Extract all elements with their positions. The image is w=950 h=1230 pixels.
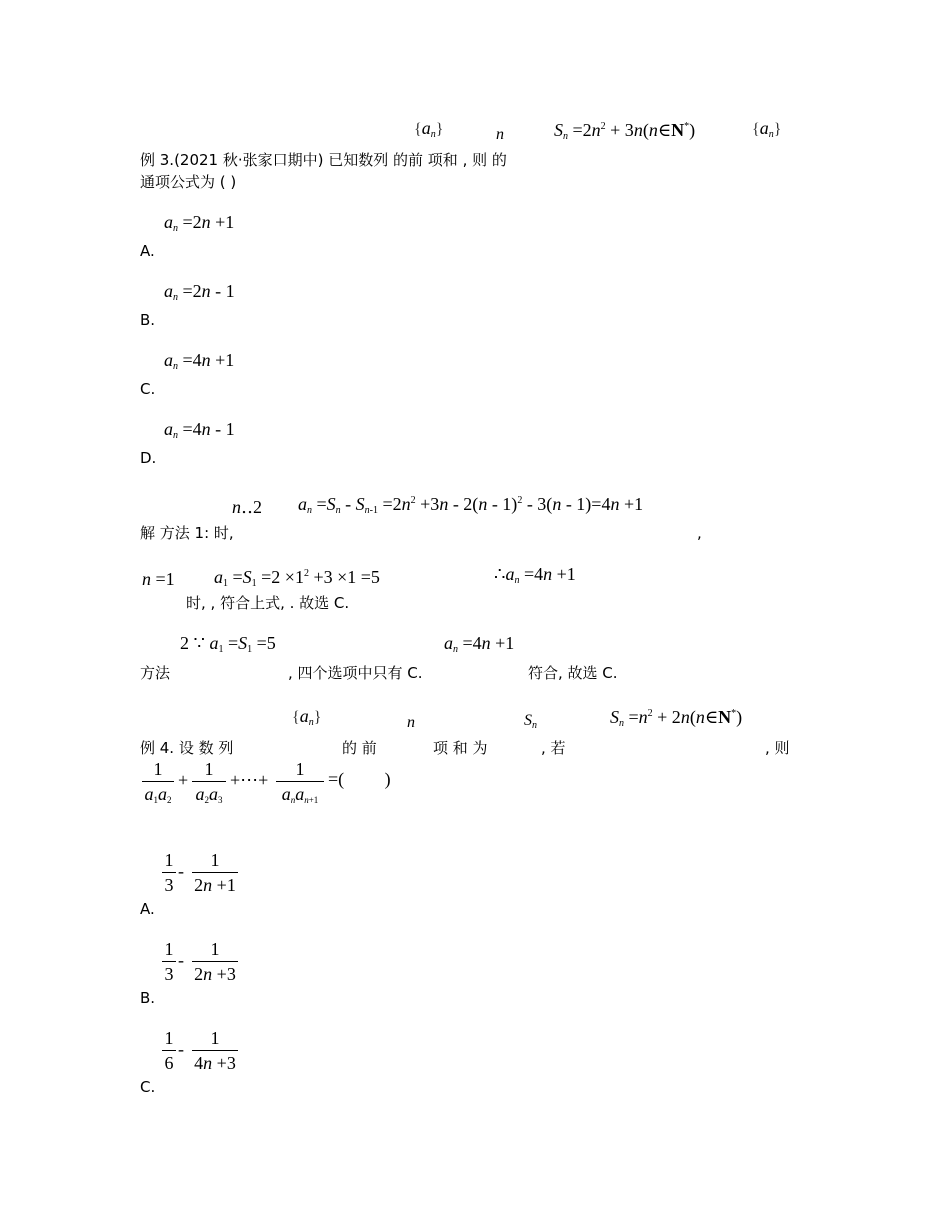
method2-an: $a_n =4n +1$ <box>444 633 515 655</box>
seq-an-symbol: $\{a_n\}$ <box>414 118 444 140</box>
ex4-n-symbol: n <box>407 714 415 731</box>
ex4-option-a-label: A. <box>140 900 155 918</box>
ex4-opt-c-minus: - <box>178 1039 184 1059</box>
plus-sign-1: + <box>178 770 189 790</box>
ex4-option-b-label: B. <box>140 989 156 1007</box>
sum-term-2: $\frac{1}{a_2a_3}$ <box>192 759 226 810</box>
ex4-opt-b-frac1: $\frac{1}{3}$ <box>162 939 176 984</box>
example3-stem: 例 3.(2021 秋·张家口期中) 已知数列 的前 项和 , 则 的 <box>140 151 507 169</box>
equals-paren: =( ) <box>328 769 391 789</box>
ex4-opt-b-minus: - <box>178 950 184 970</box>
example4-stem-b: 的 前 <box>342 739 377 757</box>
ex4-sn-symbol: $S_n$ <box>524 712 537 731</box>
plus-dots-plus: +⋯+ <box>230 770 269 790</box>
n-symbol: n <box>496 126 504 143</box>
sum-term-1: $\frac{1}{a_1a_2}$ <box>142 759 174 810</box>
sum-term-n: 1 $a_na_{n+1}$ <box>276 759 324 810</box>
ex4-seq-an-symbol: $\{a_n\}$ <box>292 706 322 728</box>
seq-an-symbol-2: $\{a_n\}$ <box>752 118 782 140</box>
ex4-opt-a-frac2: $\frac{1}{2n +1}$ <box>192 850 238 895</box>
ex4-opt-b-frac2: $\frac{1}{2n +3}$ <box>192 939 238 984</box>
option-b-formula: $a_n =2n - 1$ <box>164 281 235 303</box>
example4-stem-d: , 若 <box>541 739 566 757</box>
solution-line1-comma: , <box>697 524 702 542</box>
option-d-formula: $a_n =4n - 1$ <box>164 419 235 441</box>
ex4-option-c-label: C. <box>140 1078 156 1096</box>
option-a-formula: $a_n =2n +1$ <box>164 212 235 234</box>
condition-n-ge-2: n‥2 <box>232 497 263 517</box>
solution-line1: 解 方法 1: 时, <box>140 524 234 542</box>
example3-stem-cont: 通项公式为 ( ) <box>140 173 237 191</box>
therefore-an: $\therefore a_n =4n +1$ <box>494 564 576 586</box>
option-c-label: C. <box>140 380 156 398</box>
method2-a1: 2 ∵ $a_1 =S_1 =5$ <box>180 633 276 655</box>
ex4-opt-c-frac2: $\frac{1}{4n +3}$ <box>192 1028 238 1073</box>
option-b-label: B. <box>140 311 156 329</box>
option-c-formula: $a_n =4n +1$ <box>164 350 235 372</box>
example4-stem-a: 例 4. 设 数 列 <box>140 739 234 757</box>
solution-line3-a: 方法 <box>140 664 171 682</box>
ex4-sn-formula: $S_n =n^2$ + 2n(n∈N*) <box>610 707 743 729</box>
option-d-label: D. <box>140 449 157 467</box>
ex4-opt-a-minus: - <box>178 861 184 881</box>
an-derivation: $a_n =S_n - S_{n-1} =2n^2 +3n - 2(n - 1)^2 - 3(n - 1)=4n +1$ <box>298 494 644 516</box>
solution-line3-c: 符合, 故选 C. <box>528 664 618 682</box>
example4-stem-c: 项 和 为 <box>433 739 488 757</box>
a1-calc: $a_1 =S_1 =2 \times 1^2 +3 \times 1 =5$ <box>214 567 380 589</box>
solution-line3-b: , 四个选项中只有 C. <box>288 664 423 682</box>
option-a-label: A. <box>140 242 155 260</box>
solution-line2: 时, , 符合上式, . 故选 C. <box>186 594 350 612</box>
sn-formula: $S_n =2n^2$ + 3n(n∈N*) <box>554 120 696 142</box>
ex4-opt-c-frac1: $\frac{1}{6}$ <box>162 1028 176 1073</box>
n-eq-1: n =1 <box>142 569 175 589</box>
ex4-opt-a-frac1: $\frac{1}{3}$ <box>162 850 176 895</box>
example4-stem-e: , 则 <box>765 739 790 757</box>
